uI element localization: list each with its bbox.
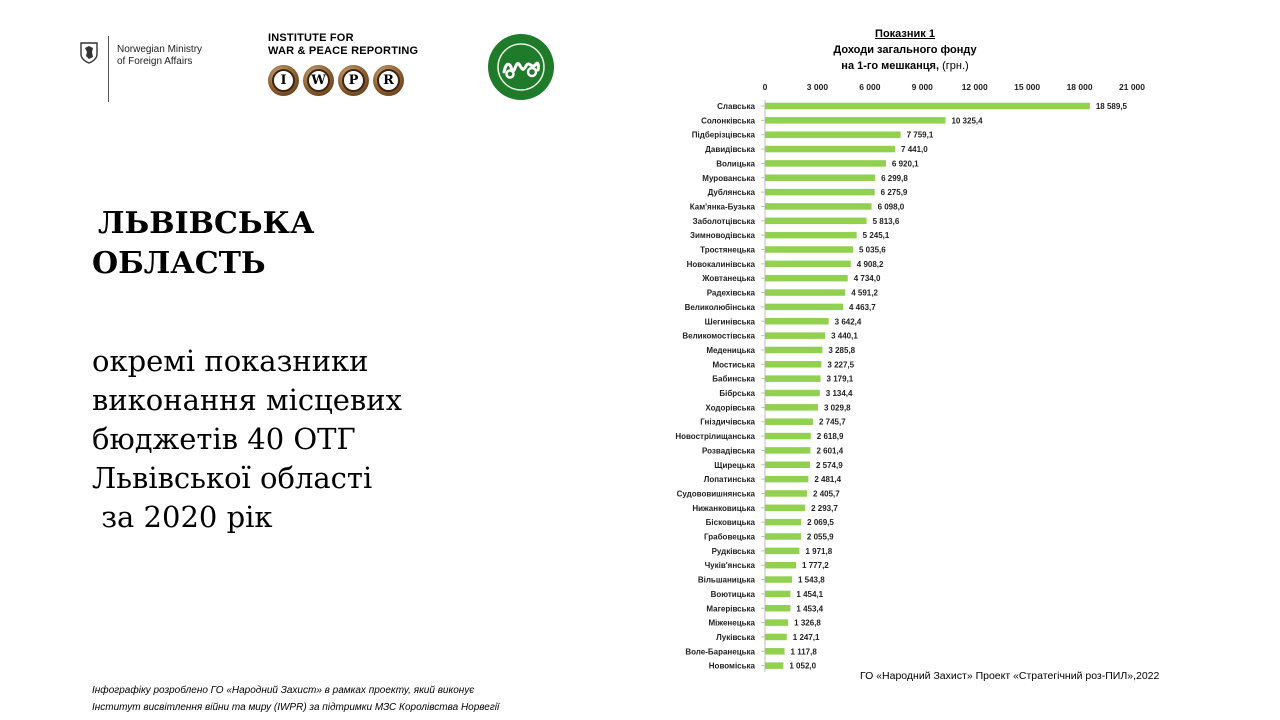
bar — [765, 289, 845, 296]
iwpr-key — [373, 65, 404, 96]
category-label: Меденицька — [706, 345, 755, 355]
bar — [765, 117, 945, 124]
category-label: Дублянська — [707, 188, 755, 198]
bar — [765, 548, 799, 555]
bar — [765, 462, 810, 469]
chart-title-line1: Показник 1 — [875, 28, 935, 40]
bar — [765, 131, 901, 138]
category-label: Заболотцівська — [692, 216, 755, 226]
data-label: 5 245,1 — [862, 231, 890, 241]
iwpr-logo — [268, 32, 428, 96]
category-label: Лопатинська — [703, 475, 755, 485]
data-label: 3 642,4 — [834, 317, 862, 327]
data-label: 5 035,6 — [859, 245, 886, 255]
category-label: Гніздичівська — [700, 417, 755, 427]
data-label: 3 440,1 — [831, 331, 858, 341]
slide-subtitle: окремі показники виконання місцевих бюджетів 40 ОТГ Львівської області за 2020 рік — [92, 344, 402, 534]
data-label: 1 052,0 — [789, 661, 817, 671]
bar — [765, 418, 813, 425]
bar — [765, 605, 790, 612]
category-label: Великолюбінська — [684, 302, 755, 312]
bar — [765, 232, 857, 239]
bar — [765, 218, 867, 225]
category-label: Новоміська — [708, 661, 755, 671]
data-label: 2 405,7 — [813, 489, 840, 499]
data-label: 3 134,4 — [825, 389, 853, 398]
x-tick-label: 6 000 — [859, 82, 881, 92]
category-label: Мурованська — [702, 173, 755, 183]
bar — [765, 261, 851, 268]
bar-chart — [640, 76, 1180, 672]
bar — [765, 433, 811, 440]
bar — [765, 146, 895, 153]
data-label: 2 601,4 — [816, 446, 844, 456]
x-tick-label: 21 000 — [1119, 82, 1145, 92]
credit-line1: Інфографіку розроблено ГО «Народний Захист» в рамках проекту, який виконує — [92, 685, 475, 696]
bar — [765, 189, 875, 196]
data-label: 2 069,5 — [807, 518, 834, 528]
bar — [765, 275, 848, 282]
bar — [765, 662, 783, 669]
chart-title-line3-text: на 1-го мешканця, — [841, 60, 940, 72]
bar — [765, 576, 792, 583]
bar — [765, 304, 843, 311]
bar — [765, 619, 788, 626]
iwpr-key-letter: P — [342, 69, 365, 92]
data-label: 2 293,7 — [811, 503, 838, 513]
data-label: 5 813,6 — [872, 216, 900, 226]
category-label: Розвадівська — [702, 446, 755, 456]
bar — [765, 476, 808, 483]
chart-title-unit: (грн.) — [942, 60, 969, 72]
category-label: Воле-Баранецька — [685, 647, 755, 657]
data-label: 1 453,4 — [796, 604, 824, 614]
x-tick-label: 0 — [762, 82, 768, 92]
iwpr-key-letter: W — [307, 69, 330, 92]
category-label: Волицька — [716, 159, 755, 169]
data-label: 1 454,1 — [796, 589, 824, 599]
bar — [765, 361, 821, 368]
iwpr-typewriter-keys — [268, 65, 428, 96]
category-label: Міженецька — [708, 618, 755, 628]
narodnyi-zakhyst-emblem-icon — [496, 42, 546, 92]
data-label: 4 908,2 — [856, 259, 884, 269]
chart-title-line3 — [780, 58, 1030, 74]
x-tick-label: 9 000 — [911, 82, 933, 92]
data-label: 6 275,9 — [880, 188, 908, 198]
iwpr-key — [303, 65, 334, 96]
data-label: 2 618,9 — [816, 432, 844, 442]
iwpr-key-letter: I — [272, 69, 295, 92]
data-label: 3 029,8 — [823, 403, 851, 413]
bar — [765, 533, 801, 540]
data-label: 1 117,8 — [790, 647, 817, 657]
category-label: Новокалинівська — [686, 259, 755, 269]
category-label: Тростянецька — [700, 245, 755, 255]
data-label: 6 098,0 — [877, 202, 905, 212]
category-label: Бібрська — [719, 389, 755, 398]
iwpr-key-letter: R — [377, 69, 400, 92]
chart-title-line2: Доходи загального фонду — [833, 44, 977, 56]
bar — [765, 447, 810, 454]
data-label: 1 326,8 — [794, 618, 821, 628]
data-label: 1 247,1 — [792, 632, 820, 642]
category-label: Вільшаницька — [697, 575, 755, 585]
category-label: Нижанковицька — [692, 503, 755, 513]
category-label: Радехівська — [706, 288, 755, 298]
bar — [765, 175, 875, 182]
region-title — [92, 204, 314, 284]
bar — [765, 634, 787, 641]
norway-crest-icon — [80, 42, 98, 64]
category-label: Великомостівська — [682, 331, 755, 341]
x-tick-label: 18 000 — [1066, 82, 1093, 92]
bar — [765, 347, 822, 354]
data-label: 18 589,5 — [1095, 102, 1128, 111]
data-label: 10 325,4 — [951, 116, 983, 126]
data-label: 3 179,1 — [826, 374, 854, 384]
bar — [765, 332, 825, 339]
iwpr-key — [338, 65, 369, 96]
category-label: Бабинська — [712, 374, 755, 384]
data-label: 4 591,2 — [851, 288, 878, 298]
narodnyi-zakhyst-logo — [488, 34, 554, 100]
bar — [765, 519, 801, 526]
region-title-line2: ОБЛАСТЬ — [92, 246, 266, 281]
bar — [765, 103, 1090, 110]
bar — [765, 505, 805, 512]
bar — [765, 648, 785, 655]
bar — [765, 160, 886, 167]
bar — [765, 591, 790, 598]
iwpr-key — [268, 65, 299, 96]
category-label: Зимноводівська — [690, 231, 755, 241]
data-label: 7 441,0 — [901, 145, 928, 155]
data-label: 2 055,9 — [806, 532, 834, 542]
category-label: Бісковицька — [705, 518, 755, 528]
data-label: 2 574,9 — [815, 460, 843, 470]
category-label: Солонківська — [701, 116, 755, 126]
data-label: 4 463,7 — [849, 302, 876, 312]
data-label: 1 777,2 — [802, 561, 829, 571]
category-label: Воютицька — [710, 589, 755, 599]
iwpr-line2: WAR & PEACE REPORTING — [268, 45, 419, 57]
category-label: Шегинівська — [704, 317, 755, 327]
category-label: Мостиська — [712, 360, 755, 370]
bar — [765, 490, 807, 497]
category-label: Славська — [717, 102, 755, 111]
chart-title — [780, 26, 1030, 74]
data-label: 6 299,8 — [881, 173, 908, 183]
bar — [765, 390, 820, 397]
norway-mfa-logo — [80, 36, 202, 102]
region-title-line1: ЛЬВІВСЬКА — [98, 206, 315, 241]
source-note: ГО «Народний Захист» Проект «Стратегічний роз-ПИЛ»,2022 — [860, 670, 1160, 682]
iwpr-line1: INSTITUTE FOR — [268, 32, 354, 44]
category-label: Жовтанецька — [702, 274, 755, 284]
category-label: Давидівська — [705, 145, 755, 155]
data-label: 1 971,8 — [805, 546, 833, 556]
data-label: 2 745,7 — [818, 417, 846, 427]
logo-divider — [108, 36, 109, 102]
data-label: 2 481,4 — [814, 475, 842, 485]
category-label: Підберізцівська — [691, 130, 755, 140]
data-label: 4 734,0 — [853, 274, 881, 284]
norway-mfa-text: Norwegian Ministry of Foreign Affairs — [117, 44, 203, 67]
data-label: 6 920,1 — [891, 159, 919, 169]
credit-line2: Інститут висвітлення війни та миру (IWPR) за підтримки МЗС Королівства Норвегії — [92, 702, 500, 713]
bar — [765, 404, 818, 411]
category-label: Новострілищанська — [675, 432, 755, 442]
data-label: 7 759,1 — [906, 130, 934, 140]
category-label: Магерівська — [706, 604, 755, 614]
bar — [765, 375, 821, 382]
category-label: Луківська — [716, 632, 755, 642]
data-label: 1 543,8 — [797, 575, 825, 585]
bar — [765, 562, 796, 569]
category-label: Чуків'янська — [704, 561, 755, 571]
category-label: Щирецька — [714, 460, 755, 470]
credit-note — [92, 682, 499, 716]
category-label: Рудківська — [711, 546, 755, 556]
bar — [765, 246, 853, 253]
data-label: 3 227,5 — [827, 360, 855, 370]
x-tick-label: 15 000 — [1014, 82, 1041, 92]
bar — [765, 318, 829, 325]
x-tick-label: 12 000 — [961, 82, 988, 92]
category-label: Грабовецька — [704, 532, 755, 542]
category-label: Судововишнянська — [676, 489, 755, 499]
bar — [765, 203, 872, 210]
data-label: 3 285,8 — [828, 345, 856, 355]
x-tick-label: 3 000 — [806, 82, 829, 92]
category-label: Ходорівська — [705, 403, 755, 413]
category-label: Кам'янка-Бузька — [689, 202, 755, 212]
